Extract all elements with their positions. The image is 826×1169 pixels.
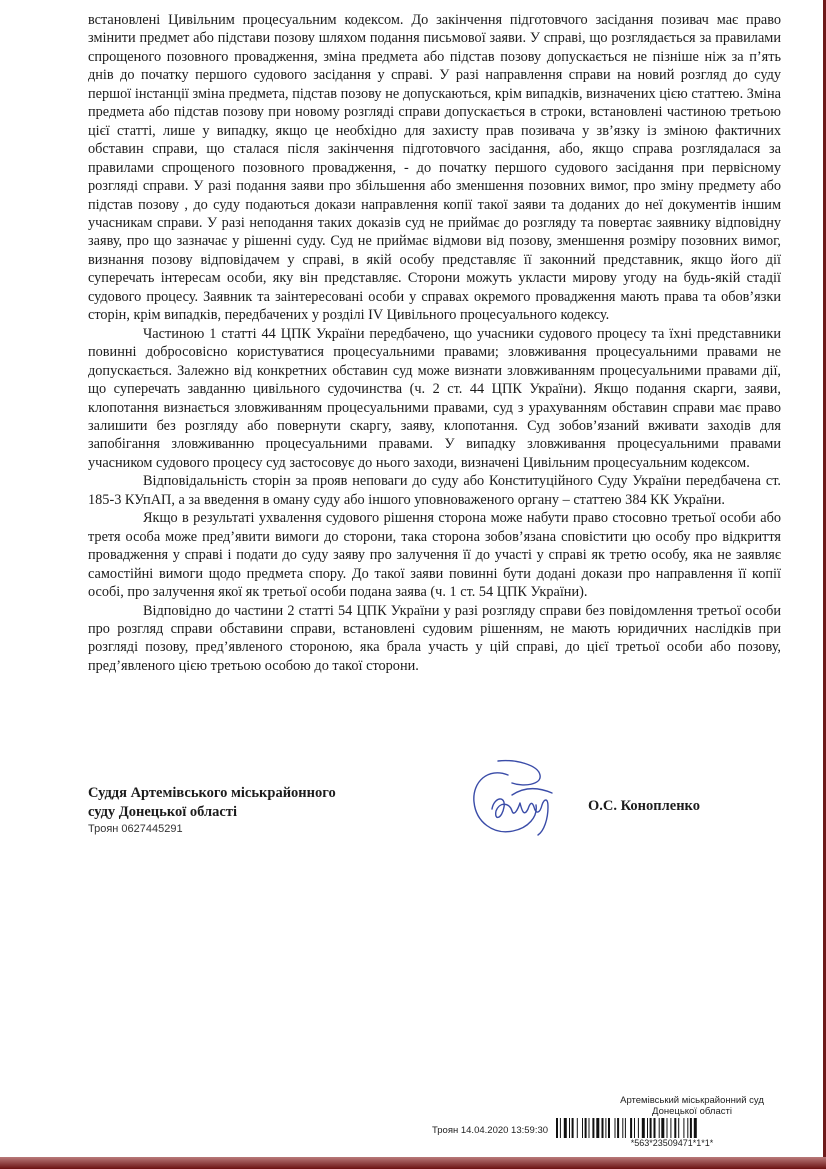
paragraph: Відповідальність сторін за прояв неповаги до суду або Конституційного Суду України передбачена ст. 185-3 КУпАП, а за введення в оману суду або іншого уповноваженого органу – статтею 384 КК України. [88,473,781,508]
judge-title-line2: суду Донецької області [88,804,238,820]
barcode-bar [650,1118,652,1138]
barcode-bar [589,1118,590,1138]
court-name-line1: Артемівський міськрайонний суд [620,1095,764,1106]
barcode-bar [622,1118,623,1138]
handwritten-signature [468,757,578,842]
barcode-bar [585,1118,587,1138]
barcode-bar [592,1118,594,1138]
barcode-bar [608,1118,610,1138]
court-stamp [602,1095,782,1117]
staff-line: Троян 0627445291 [88,823,183,835]
barcode-number: *563*23509471*1*1* [630,1138,714,1148]
barcode-bar [617,1118,619,1138]
barcode-bar [625,1118,626,1138]
barcode-bar [642,1118,645,1138]
barcode-bar [572,1118,574,1138]
printed-by-line: Троян 14.04.2020 13:59:30 [432,1125,549,1136]
paragraph: Якщо в результаті ухвалення судового рішення сторона може набути право стосовно третьої особи або третя особа може пред’явити вимоги до сторони, така сторона зобов’язана сповістити цю особу про відкриття провадження у справі і подати до суду заяву про залучення її до участі у справі як третю особу, яка не заявляє самостійні вимоги щодо предмета спору. До такої заяви повинні бути додані докази про направлення її копії особі, про залучення якої як третьої особи подана заява (ч. 1 ст. 54 ЦПК України). [88,510,781,601]
judge-name: О.С. Конопленко [588,798,700,814]
barcode-bar [694,1118,697,1138]
barcode-bar [556,1118,558,1138]
barcode-bar [683,1118,684,1138]
barcode-bar [654,1118,656,1138]
barcode-bar [634,1118,635,1138]
barcode-bar [560,1118,561,1138]
barcode-bar [674,1118,676,1138]
barcode-bar [670,1118,671,1138]
paragraph: Частиною 1 статті 44 ЦПК України передбачено, що учасники судового процесу та їхні представники повинні добросовісно користуватися процесуальними правами; зловживання процесуальними правами не допускається. Залежно від конкретних обставин суд може визнати зловживанням процесуальними правами дії, що суперечать завданню цивільного судочинства (ч. 2 ст. 44 ЦПК України). Якщо подання скарги, заяви, клопотання визнається зловживанням процесуальними правами, суд з урахуванням обставин справи має право залишити без розгляду або повернути скаргу, заяву, клопотання. Суд зобов’язаний вживати заходів для запобігання зловживанню процесуальними правами. У випадку зловживання процесуальними правами учасником судового процесу суд застосовує до нього заходи, визначені Цивільним процесуальним кодексом. [88,325,781,471]
barcode-bar [602,1118,604,1138]
document-body [88,11,781,675]
paragraph: Відповідно до частини 2 статті 54 ЦПК України у разі розгляду справи без повідомлення третьої особи про розгляд справи обставини справи, встановлені судовим рішенням, не мають юридичних наслідків при розгляді позову, пред’явленого стороною, яка брала участь у цій справі, до цієї третьої особи або позову, пред’явленого цією третьою особою до такої сторони. [88,602,781,674]
barcode-bar [659,1118,660,1138]
barcode-bar [564,1118,567,1138]
barcode-bar [577,1118,578,1138]
barcode-bar [596,1118,599,1138]
scan-edge-bottom [0,1157,826,1169]
court-name-line2: Донецької області [652,1106,732,1117]
barcode-bar [569,1118,570,1138]
judge-title-line1: Суддя Артемівського міськрайонного [88,785,336,801]
judge-title [88,784,388,822]
paragraph: встановлені Цивільним процесуальним кодексом. До закінчення підготовчого засідання позивач має право змінити предмет або підстави позову шляхом подання письмової заяви. У справі, що розглядається за правилами спрощеного позовного провадження, зміна предмета або підстав позову допускається не пізніше ніж за п’ять днів до початку першого судового засідання у справі. У разі направлення справи на новий розгляд до суду першої інстанції зміна предмета, підстав позову не допускаються, крім випадків, визначених цією статтею. Зміна предмета або підстав позову при новому розгляді справи допускається в строки, встановлені частиною третьою цієї статті, лише у випадку, якщо це необхідно для захисту прав позивача у зв’язку із зміною фактичних обставин справи, що сталася після закінчення підготовчого засідання, або, якщо справа розглядалася за правилами спрощеного позовного провадження, - до початку першого судового засідання при первісному розгляді справи. У разі подання заяви про збільшення або зменшення позовних вимог, про зміну предмету або підстав позову , до суду подаються докази направлення копії такої заяви та доданих до неї документів іншим учасникам справи. У разі неподання таких доказів суд не приймає до розгляду та повертає заявнику відповідну заяву, про що зазначає у рішенні суду. Суд не приймає відмови від позову, зменшення розміру позовних вимог, визнання позову відповідачем у справі, в якій особу представляє її законний представник, якщо його дії суперечать інтересам особи, яку він представляє. Сторони можуть укласти мирову угоду на будь-якій стадії судового процесу. Заявник та заінтересовані особи у справах окремого провадження мають права та обов’язки сторін, крім випадків, передбачених у розділі IV Цивільного процесуального кодексу. [88,12,781,324]
barcode-bar [690,1118,692,1138]
barcode-bar [687,1118,688,1138]
barcode-bar [647,1118,648,1138]
barcode-bar [638,1118,639,1138]
barcode-bar [615,1118,616,1138]
barcode [556,1118,784,1138]
barcode-bar [661,1118,664,1138]
barcode-bar [678,1118,679,1138]
barcode-bar [582,1118,583,1138]
barcode-bar [630,1118,632,1138]
barcode-bar [667,1118,668,1138]
barcode-bar [605,1118,606,1138]
